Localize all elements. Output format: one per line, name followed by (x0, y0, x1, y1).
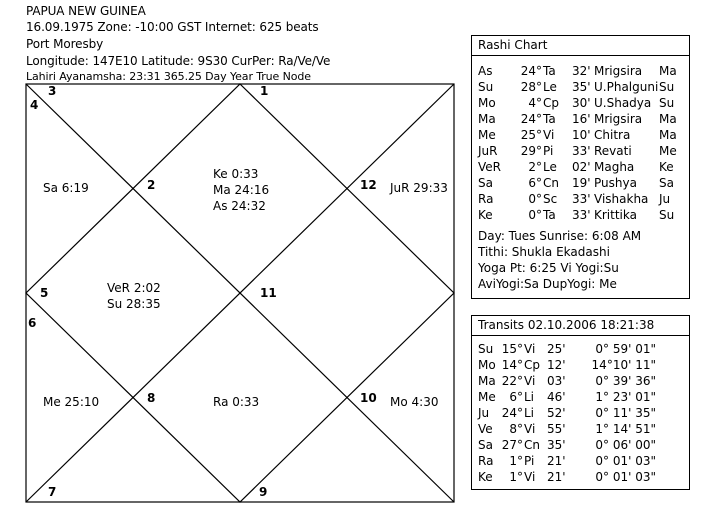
transit-row (472, 390, 689, 406)
sign: Cn (543, 176, 559, 190)
daily-speed: 1° 14' 51" (595, 422, 656, 436)
house-number-8: 8 (147, 391, 156, 405)
house-number-3: 3 (48, 84, 57, 98)
daily-speed: 0° 06' 00" (595, 438, 656, 452)
rashi-row (472, 80, 689, 96)
house-number-9: 9 (259, 485, 268, 499)
nakshatra: Mrigsira (594, 112, 643, 126)
nakshatra: U.Phalguni (594, 80, 659, 94)
minutes: 30' (572, 96, 591, 110)
house-1-planets (213, 166, 269, 214)
degree: 14° (501, 358, 523, 372)
sign: Ta (543, 208, 556, 222)
rashi-row (472, 64, 689, 80)
house-12-planets: JuR 29:33 (390, 181, 448, 195)
nakshatra: Pushya (594, 176, 637, 190)
rashi-info (472, 228, 689, 292)
sign: Le (543, 160, 557, 174)
degree: 27° (501, 438, 523, 452)
rashi-row (472, 128, 689, 144)
sign: Vi (524, 342, 536, 356)
minutes: 33' (572, 192, 591, 206)
nakshatra-lord: Sa (659, 176, 674, 190)
transit-row (472, 422, 689, 438)
birth-date-line: 16.09.1975 Zone: -10:00 GST Internet: 625 beats (26, 20, 319, 34)
daily-speed: 0° 01' 03" (595, 470, 656, 484)
rashi-row (472, 112, 689, 128)
minutes: 35' (547, 438, 566, 452)
nakshatra-lord: Su (659, 208, 675, 222)
nakshatra-lord: Ma (659, 64, 677, 78)
sign: Vi (524, 470, 536, 484)
planet-name: Ra (478, 192, 494, 206)
minutes: 35' (572, 80, 591, 94)
degree: 1° (509, 454, 523, 468)
planet-name: Sa (478, 438, 493, 452)
planet-name: VeR (478, 160, 501, 174)
degree: 22° (501, 374, 523, 388)
house-number-11: 11 (260, 286, 277, 300)
daily-speed: 0° 01' 03" (595, 454, 656, 468)
minutes: 55' (547, 422, 566, 436)
sign: Cp (524, 358, 540, 372)
transit-row (472, 406, 689, 422)
yoga-point: Yoga Pt: 6:25 Vi Yogi:Su (478, 261, 619, 275)
degree: 0° (528, 192, 542, 206)
planet-name: Me (478, 128, 496, 142)
minutes: 21' (547, 454, 566, 468)
minutes: 46' (547, 390, 566, 404)
nakshatra-lord: Me (659, 144, 677, 158)
house-4-planets (107, 280, 161, 312)
planet-name: Sa (478, 176, 493, 190)
degree: 6° (509, 390, 523, 404)
rashi-chart-panel (471, 35, 690, 299)
planet-name: JuR (478, 144, 498, 158)
minutes: 33' (572, 144, 591, 158)
minutes: 19' (572, 176, 591, 190)
nakshatra: Vishakha (594, 192, 649, 206)
nakshatra: Mrigsira (594, 64, 643, 78)
planet-name: Ma (478, 374, 496, 388)
house-number-1: 1 (260, 84, 269, 98)
house-number-5: 5 (40, 286, 49, 300)
planet-entry: Ma 24:16 (213, 183, 270, 197)
minutes: 12' (547, 358, 566, 372)
sign: Vi (524, 422, 536, 436)
transit-row (472, 374, 689, 390)
minutes: 03' (547, 374, 566, 388)
nakshatra: U.Shadya (594, 96, 652, 110)
minutes: 25' (547, 342, 566, 356)
planet-name: Ra (478, 454, 494, 468)
degree: 6° (528, 176, 542, 190)
planet-entry: Ke 0:33 (213, 167, 259, 181)
rashi-row (472, 208, 689, 224)
minutes: 33' (572, 208, 591, 222)
minutes: 16' (572, 112, 591, 126)
rashi-row (472, 176, 689, 192)
degree: 24° (520, 112, 542, 126)
minutes: 02' (572, 160, 591, 174)
planet-name: Ke (478, 208, 493, 222)
nakshatra: Krittika (594, 208, 637, 222)
degree: 1° (509, 470, 523, 484)
sign: Pi (543, 144, 554, 158)
planet-name: Ke (478, 470, 493, 484)
rashi-row (472, 192, 689, 208)
planet-name: As (478, 64, 493, 78)
degree: 15° (501, 342, 523, 356)
house-number-7: 7 (48, 485, 57, 499)
minutes: 32' (572, 64, 591, 78)
transits-table (472, 336, 689, 486)
rashi-row (472, 144, 689, 160)
planet-entry: Su 28:35 (107, 297, 161, 311)
transit-row (472, 438, 689, 454)
degree: 0° (528, 208, 542, 222)
house-6-planets: Me 25:10 (43, 395, 100, 409)
planet-name: Su (478, 80, 494, 94)
degree: 29° (520, 144, 542, 158)
house-number-4: 4 (30, 98, 39, 112)
nakshatra-lord: Su (659, 96, 675, 110)
city-name: Port Moresby (26, 37, 104, 51)
house-7-planets: Ra 0:33 (213, 395, 260, 409)
planet-entry: As 24:32 (213, 199, 266, 213)
rashi-row (472, 96, 689, 112)
degree: 24° (520, 64, 542, 78)
tithi: Tithi: Shukla Ekadashi (478, 245, 610, 259)
planet-name: Ju (478, 406, 490, 420)
nakshatra-lord: Ma (659, 128, 677, 142)
minutes: 10' (572, 128, 591, 142)
sign: Li (524, 406, 535, 420)
house-3-planets: Sa 6:19 (43, 181, 89, 195)
sign: Ta (543, 64, 556, 78)
degree: 24° (501, 406, 523, 420)
sign: Pi (524, 454, 535, 468)
house-number-10: 10 (360, 391, 377, 405)
planet-name: Me (478, 390, 496, 404)
planet-name: Su (478, 342, 494, 356)
house-number-2: 2 (147, 178, 156, 192)
transit-row (472, 342, 689, 358)
nakshatra-lord: Ma (659, 112, 677, 126)
degree: 25° (520, 128, 542, 142)
planet-name: Mo (478, 96, 496, 110)
daily-speed: 14°10' 11" (591, 358, 656, 372)
planet-name: Ma (478, 112, 496, 126)
coordinates-line: Longitude: 147E10 Latitude: 9S30 CurPer: Ra/Ve/Ve (26, 54, 331, 68)
nakshatra: Chitra (594, 128, 631, 142)
planet-name: Ve (478, 422, 493, 436)
sign: Cp (543, 96, 559, 110)
house-10-planets: Mo 4:30 (390, 395, 439, 409)
place-name: PAPUA NEW GUINEA (26, 4, 146, 18)
transit-row (472, 358, 689, 374)
sign: Sc (543, 192, 558, 206)
avayogi-dupyogi: AviYogi:Sa DupYogi: Me (478, 277, 617, 291)
nakshatra-lord: Ju (659, 192, 671, 206)
house-number-6: 6 (28, 316, 37, 330)
degree: 28° (520, 80, 542, 94)
minutes: 52' (547, 406, 566, 420)
sign: Ta (543, 112, 556, 126)
rashi-table (472, 56, 689, 224)
rashi-chart-title: Rashi Chart (472, 36, 689, 56)
transit-row (472, 454, 689, 470)
degree: 8° (509, 422, 523, 436)
nakshatra: Magha (594, 160, 635, 174)
transits-title: Transits 02.10.2006 18:21:38 (472, 316, 689, 336)
nakshatra-lord: Su (659, 80, 675, 94)
ayanamsha-line: Lahiri Ayanamsha: 23:31 365.25 Day Year True Node (26, 70, 311, 83)
day-sunrise: Day: Tues Sunrise: 6:08 AM (478, 229, 642, 243)
minutes: 21' (547, 470, 566, 484)
degree: 4° (528, 96, 542, 110)
sign: Vi (524, 374, 536, 388)
planet-name: Mo (478, 358, 496, 372)
sign: Le (543, 80, 557, 94)
daily-speed: 1° 23' 01" (595, 390, 656, 404)
transits-panel (471, 315, 690, 490)
sign: Vi (543, 128, 555, 142)
nakshatra: Revati (594, 144, 632, 158)
house-number-12: 12 (360, 178, 377, 192)
daily-speed: 0° 59' 01" (595, 342, 656, 356)
rashi-row (472, 160, 689, 176)
sign: Cn (524, 438, 540, 452)
degree: 2° (528, 160, 542, 174)
daily-speed: 0° 39' 36" (595, 374, 656, 388)
daily-speed: 0° 11' 35" (595, 406, 656, 420)
nakshatra-lord: Ke (659, 160, 674, 174)
sign: Li (524, 390, 535, 404)
transit-row (472, 470, 689, 486)
planet-entry: VeR 2:02 (107, 281, 161, 295)
